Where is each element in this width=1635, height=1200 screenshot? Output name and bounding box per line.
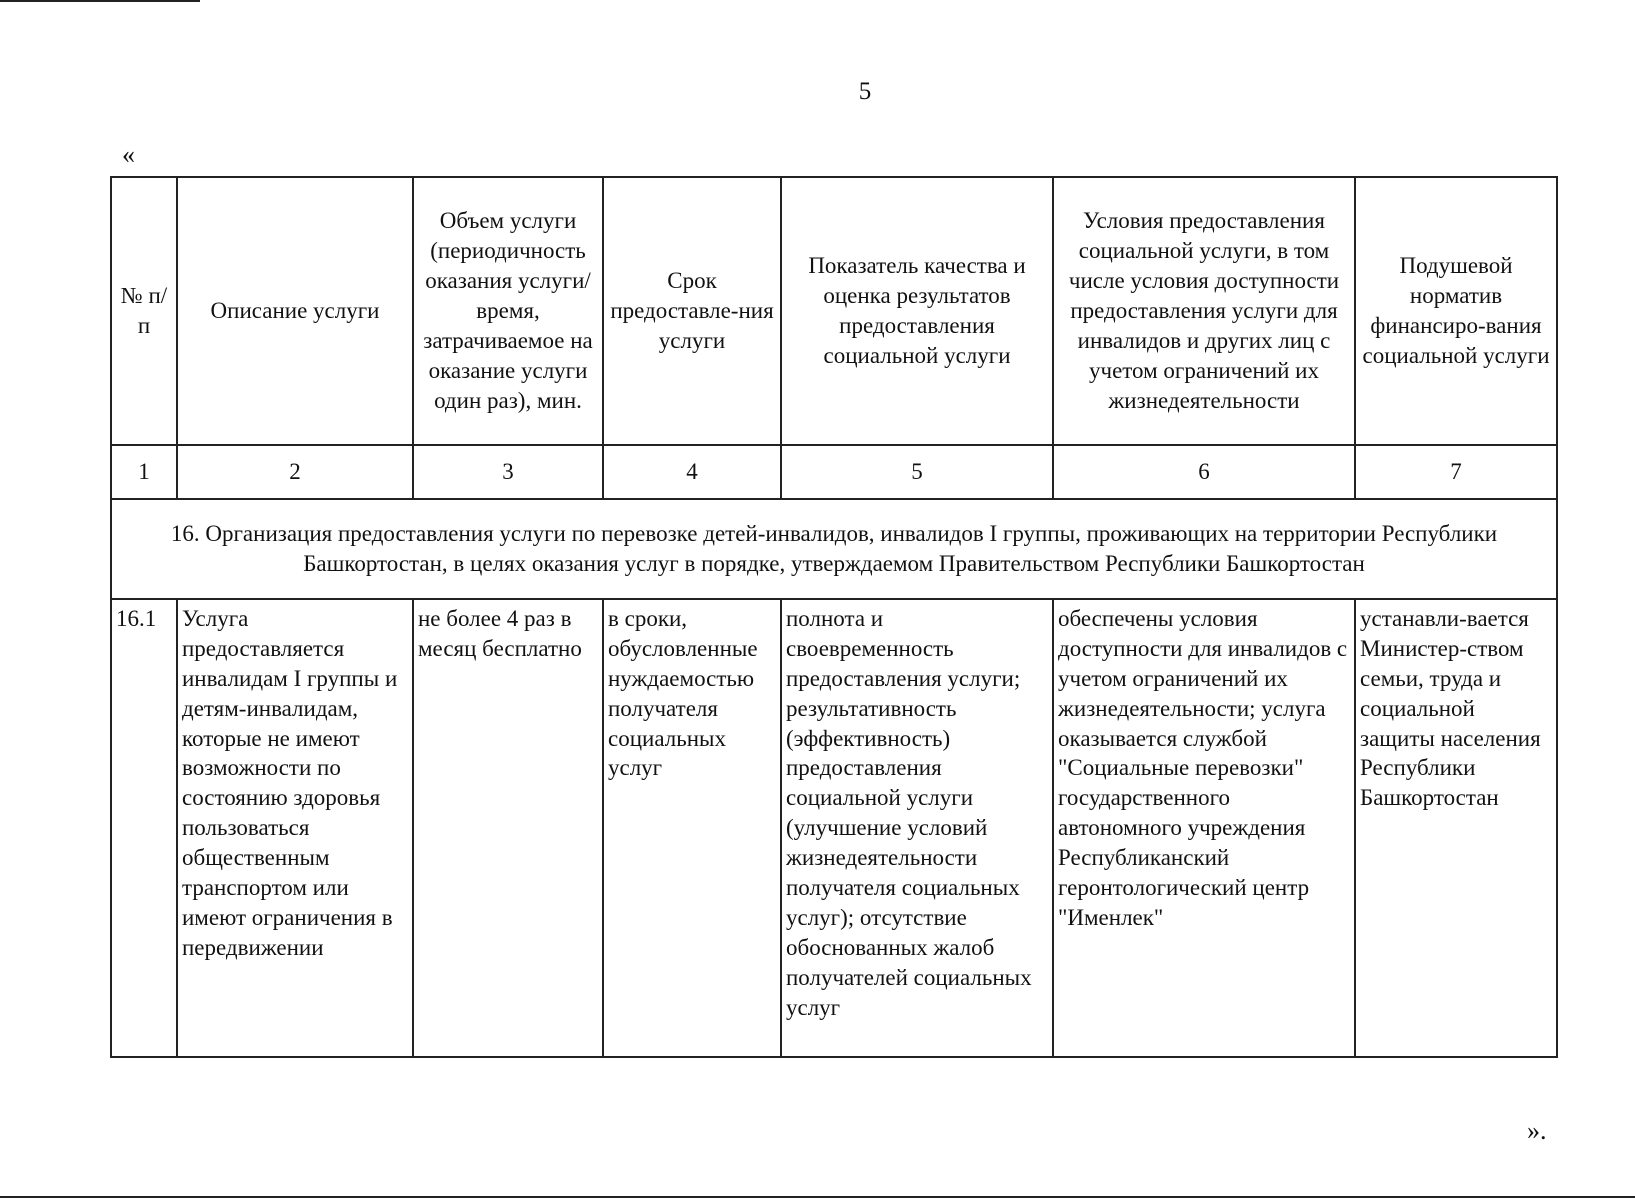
row-conditions: обеспечены условия доступности для инвалидов с учетом ограничений их жизнедеятельности; услуга оказывается службой "Социальные перевозки" государственного автономного учреждения Республиканский геронтологический центр "Именлек" (1053, 599, 1355, 1057)
section-row (111, 499, 1557, 599)
service-table (110, 176, 1558, 1058)
opening-quote: « (122, 140, 135, 169)
top-rule (0, 0, 200, 2)
column-number: 3 (413, 445, 603, 499)
header-cell-quality: Показатель качества и оценка результатов предоставления социальной услуги (781, 177, 1053, 445)
closing-quote: ». (1527, 1116, 1547, 1145)
row-description: Услуга предоставляется инвалидам I группы и детям-инвалидам, которые не имеют возможности по состоянию здоровья пользоваться общественным транспортом или имеют ограничения в передвижении (177, 599, 413, 1057)
column-number: 7 (1355, 445, 1557, 499)
page-number: 5 (858, 78, 872, 105)
header-cell-term: Срок предоставле-ния услуги (603, 177, 781, 445)
header-cell-number: № п/п (111, 177, 177, 445)
row-funding: устанавли-вается Министер-ством семьи, труда и социальной защиты населения Республики Башкортостан (1355, 599, 1557, 1057)
column-number: 1 (111, 445, 177, 499)
section-title: 16. Организация предоставления услуги по перевозке детей-инвалидов, инвалидов I группы, проживающих на территории Республики Башкортостан, в целях оказания услуг в порядке, утверждаемом Правительством Республики Башкортостан (111, 499, 1557, 599)
column-number: 2 (177, 445, 413, 499)
table-row (111, 599, 1557, 1057)
row-term: в сроки, обусловленные нуждаемостью получателя социальных услуг (603, 599, 781, 1057)
column-number-row (111, 445, 1557, 499)
column-number: 5 (781, 445, 1053, 499)
row-number: 16.1 (111, 599, 177, 1057)
header-cell-description: Описание услуги (177, 177, 413, 445)
header-cell-conditions: Условия предоставления социальной услуги, в том числе условия доступности предоставления услуги для инвалидов и других лиц с учетом ограничений их жизнедеятельности (1053, 177, 1355, 445)
header-cell-volume: Объем услуги (периодичность оказания услуги/время, затрачиваемое на оказание услуги один раз), мин. (413, 177, 603, 445)
bottom-rule (0, 1196, 1635, 1198)
row-volume: не более 4 раз в месяц бесплатно (413, 599, 603, 1057)
column-number: 6 (1053, 445, 1355, 499)
row-quality: полнота и своевременность предоставления услуги; результативность (эффективность) предоставления социальной услуги (улучшение условий жизнедеятельности получателя социальных услуг); отсутствие обоснованных жалоб получателей социальных услуг (781, 599, 1053, 1057)
header-row (111, 177, 1557, 445)
column-number: 4 (603, 445, 781, 499)
header-cell-funding: Подушевой норматив финансиро-вания социальной услуги (1355, 177, 1557, 445)
